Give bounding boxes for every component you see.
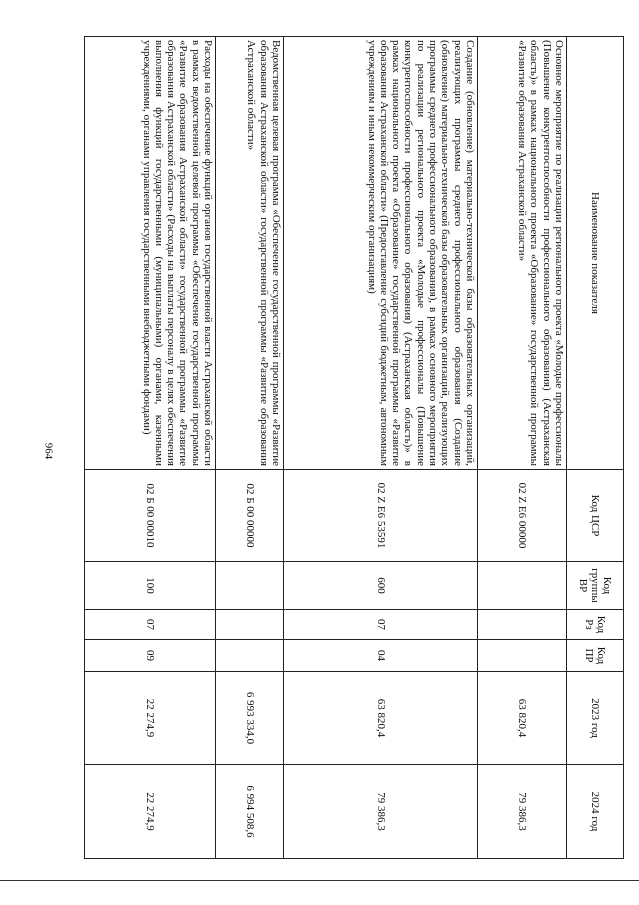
page-bottom-rule xyxy=(0,880,639,881)
cell-name: Расходы на обеспечение функций органов государственной власти Астраханской области в рамках ведомственной целевой программы «Обеспечение государственной программы «Развитие образования Астраханской области» государственной программы «Развитие образования Астраханской области» (Расходы на выплаты персоналу в целях обеспечения выполнения функций государственными (муниципальными) органами, казенными учреждениями, органами управления государственными внебюджетными фондами) xyxy=(85,37,216,470)
cell-2024: 79 386,3 xyxy=(284,765,478,859)
cell-name: Создание (обновление) материально-технической базы образовательных организаций, реализующих программы среднего профессионального образования (Создание (обновление) материально-технической базы образовательных организаций, реализующих программы среднего профессионального образования), в рамках основного мероприятия по реализации регионального проекта «Молодые профессионалы (Повышение конкурентоспособности профессионального образования) (Астраханская область)» в рамках национального проекта «Образование» государственной программы «Развитие образования Астраханской области» (Предоставление субсидий бюджетным, автономным учреждениям и иным некоммерческим организациям) xyxy=(284,37,478,470)
cell-pr: 04 xyxy=(284,640,478,672)
header-rz: Код Рз xyxy=(567,610,624,640)
page-number: 964 xyxy=(42,442,55,460)
table-row xyxy=(85,37,216,859)
cell-2024: 6 994 508,6 xyxy=(216,765,284,859)
cell-2023: 63 820,4 xyxy=(477,672,566,765)
header-2023: 2023 год xyxy=(567,672,624,765)
cell-2023: 6 993 334,0 xyxy=(216,672,284,765)
cell-2023: 63 820,4 xyxy=(284,672,478,765)
table-row xyxy=(284,37,478,859)
cell-csr: 02 Z Е6 53591 xyxy=(284,470,478,562)
cell-csr: 02 Z Е6 00000 xyxy=(477,470,566,562)
cell-vr xyxy=(477,562,566,610)
cell-pr xyxy=(477,640,566,672)
cell-csr: 02 Б 00 00000 xyxy=(216,470,284,562)
cell-rz xyxy=(477,610,566,640)
header-2024: 2024 год xyxy=(567,765,624,859)
cell-name: Основное мероприятие по реализации регионального проекта «Молодые профессионалы (Повышение конкурентоспособности профессионального образования) (Астраханская область)» в рамках национального проекта «Образование» государственной программы «Развитие образования Астраханской области» xyxy=(477,37,566,470)
cell-vr: 100 xyxy=(85,562,216,610)
cell-rz: 07 xyxy=(85,610,216,640)
cell-name: Ведомственная целевая программа «Обеспечение государственной программы «Развитие образования Астраханской области» государственной программы «Развитие образования Астраханской области» xyxy=(216,37,284,470)
budget-table-wrapper xyxy=(84,36,624,858)
cell-rz: 07 xyxy=(284,610,478,640)
header-vr: Код группы ВР xyxy=(567,562,624,610)
cell-pr: 09 xyxy=(85,640,216,672)
cell-rz xyxy=(216,610,284,640)
rotated-page-area xyxy=(84,36,624,858)
cell-vr xyxy=(216,562,284,610)
header-name: Наименование показателя xyxy=(567,37,624,470)
cell-vr: 600 xyxy=(284,562,478,610)
table-header-row xyxy=(567,37,624,859)
cell-2023: 22 274,9 xyxy=(85,672,216,765)
table-row xyxy=(477,37,566,859)
cell-csr: 02 Б 00 00010 xyxy=(85,470,216,562)
header-csr: Код ЦСР xyxy=(567,470,624,562)
budget-table xyxy=(84,36,624,859)
cell-2024: 79 386,3 xyxy=(477,765,566,859)
table-row xyxy=(216,37,284,859)
header-pr: Код ПР xyxy=(567,640,624,672)
cell-2024: 22 274,9 xyxy=(85,765,216,859)
cell-pr xyxy=(216,640,284,672)
